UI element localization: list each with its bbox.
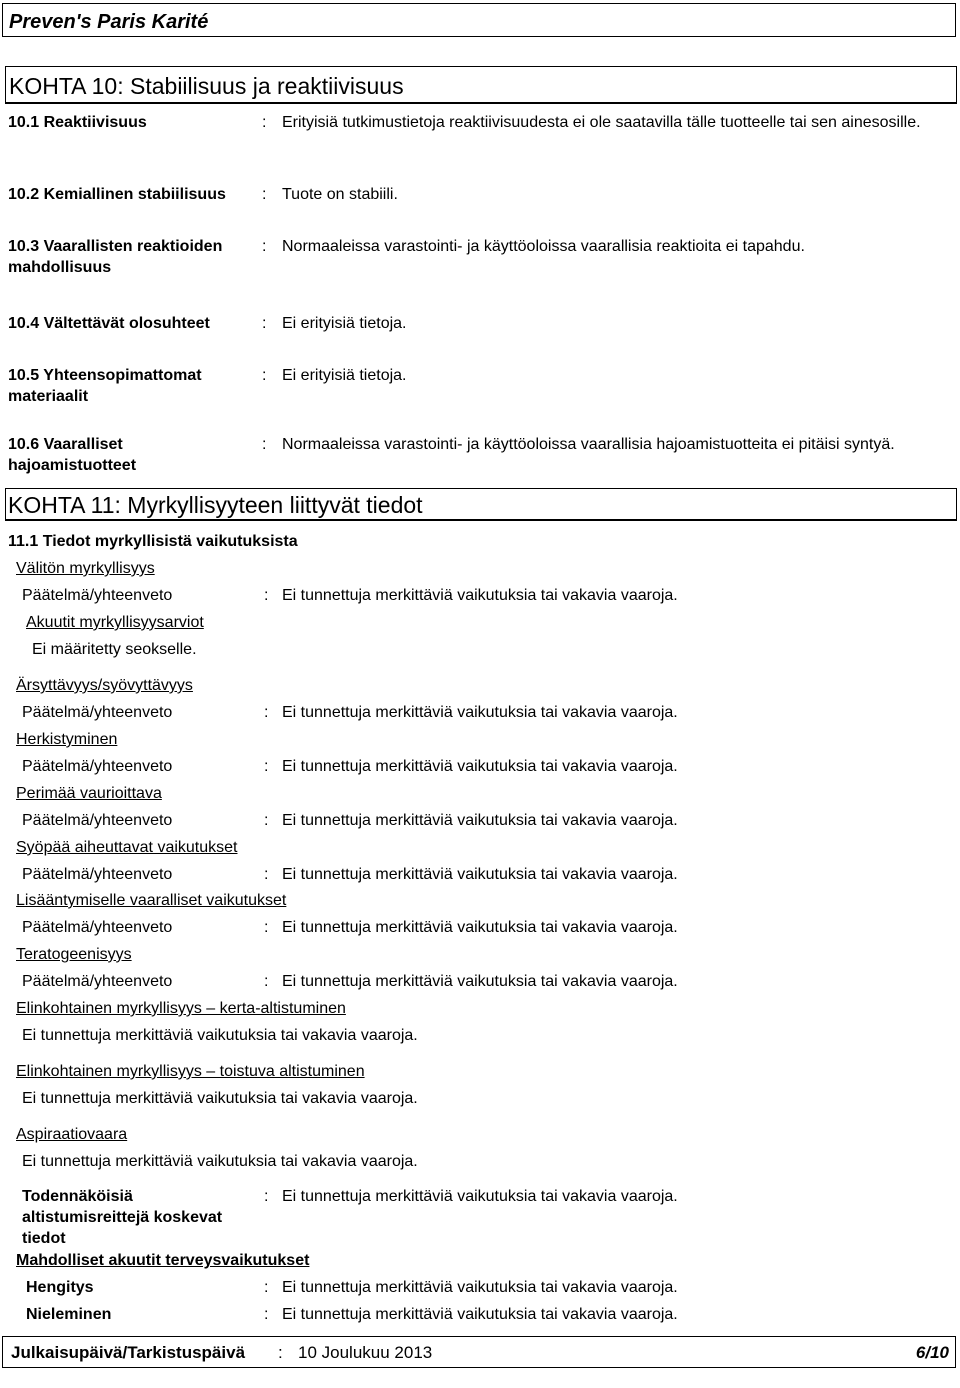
product-title: Preven's Paris Karité: [9, 11, 209, 33]
document-footer: [2, 1336, 956, 1368]
stot-repeated-value: Ei tunnettuja merkittäviä vaikutuksia tai vakavia vaaroja.: [22, 1090, 418, 1107]
colon: :: [264, 587, 269, 604]
colon: :: [264, 919, 269, 936]
row-value-10-1: Erityisiä tutkimustietoja reaktiivisuudesta ei ole saatavilla tälle tuotteelle tai sen ainesosille.: [282, 114, 921, 131]
row-label-10-1: 10.1 Reaktiivisuus: [8, 114, 147, 131]
heading-acute-health: Mahdolliset akuutit terveysvaikutukset: [16, 1252, 310, 1269]
colon: :: [264, 1306, 269, 1323]
colon: :: [262, 114, 267, 131]
colon: :: [264, 704, 269, 721]
row-label-10-6: 10.6 Vaaralliset hajoamistuotteet: [8, 436, 137, 474]
stot-single-value: Ei tunnettuja merkittäviä vaikutuksia tai vakavia vaaroja.: [22, 1027, 418, 1044]
colon: :: [278, 1343, 283, 1362]
conclusion-label: Päätelmä/yhteenveto: [22, 812, 173, 829]
conclusion-value: Ei tunnettuja merkittäviä vaikutuksia tai vakavia vaaroja.: [282, 812, 678, 829]
section-11-title: KOHTA 11: Myrkyllisyyteen liittyvät tiedot: [8, 492, 423, 518]
colon: :: [264, 1188, 269, 1205]
conclusion-label: Päätelmä/yhteenveto: [22, 919, 173, 936]
conclusion-label: Päätelmä/yhteenveto: [22, 587, 173, 604]
row-label-10-4: 10.4 Vältettävät olosuhteet: [8, 315, 210, 332]
colon: :: [264, 758, 269, 775]
ingestion-value: Ei tunnettuja merkittäviä vaikutuksia tai vakavia vaaroja.: [282, 1306, 678, 1323]
conclusion-label: Päätelmä/yhteenveto: [22, 973, 173, 990]
heading-aspiration: Aspiraatiovaara: [16, 1126, 128, 1143]
ingestion-label: Nieleminen: [26, 1306, 112, 1323]
inhalation-label: Hengitys: [26, 1279, 94, 1296]
conclusion-label: Päätelmä/yhteenveto: [22, 758, 173, 775]
conclusion-value: Ei tunnettuja merkittäviä vaikutuksia tai vakavia vaaroja.: [282, 866, 678, 883]
colon: :: [264, 866, 269, 883]
page-number: 6/10: [915, 1343, 949, 1362]
colon: :: [262, 436, 267, 453]
conclusion-value: Ei tunnettuja merkittäviä vaikutuksia tai vakavia vaaroja.: [282, 973, 678, 990]
inhalation-value: Ei tunnettuja merkittäviä vaikutuksia tai vakavia vaaroja.: [282, 1279, 678, 1296]
row-label-10-2: 10.2 Kemiallinen stabiilisuus: [8, 186, 226, 203]
footer-date-label: Julkaisupäivä/Tarkistuspäivä: [11, 1343, 246, 1362]
row-value-10-6: Normaaleissa varastointi- ja käyttöoloissa vaarallisia hajoamistuotteita ei pitäisi syntyä.: [282, 436, 895, 453]
row-label-10-5: 10.5 Yhteensopimattomat materiaalit: [8, 367, 202, 405]
row-value-10-3: Normaaleissa varastointi- ja käyttöoloissa vaarallisia reaktioita ei tapahdu.: [282, 238, 805, 255]
heading-acute-estimates: Akuutit myrkyllisyysarviot: [26, 614, 204, 631]
conclusion-label: Päätelmä/yhteenveto: [22, 704, 173, 721]
section-10-heading: [5, 66, 957, 104]
colon: :: [262, 367, 267, 384]
conclusion-value: Ei tunnettuja merkittäviä vaikutuksia tai vakavia vaaroja.: [282, 587, 678, 604]
heading-acute-toxicity: Välitön myrkyllisyys: [16, 560, 155, 577]
row-value-10-4: Ei erityisiä tietoja.: [282, 315, 407, 332]
conclusion-value: Ei tunnettuja merkittäviä vaikutuksia tai vakavia vaaroja.: [282, 919, 678, 936]
document-header: [2, 3, 956, 37]
heading-stot-single: Elinkohtainen myrkyllisyys – kerta-altistuminen: [16, 1000, 346, 1017]
footer-date-value: 10 Joulukuu 2013: [298, 1343, 433, 1362]
heading-carcinogenicity: Syöpää aiheuttavat vaikutukset: [16, 839, 238, 856]
colon: :: [264, 1279, 269, 1296]
row-value-10-5: Ei erityisiä tietoja.: [282, 367, 407, 384]
not-determined-text: Ei määritetty seokselle.: [32, 641, 197, 658]
section-11-heading: [5, 488, 957, 521]
row-label-10-3: 10.3 Vaarallisten reaktioiden mahdollisuus: [8, 238, 223, 276]
conclusion-value: Ei tunnettuja merkittäviä vaikutuksia tai vakavia vaaroja.: [282, 704, 678, 721]
colon: :: [264, 973, 269, 990]
row-value-10-2: Tuote on stabiili.: [282, 186, 398, 203]
heading-stot-repeated: Elinkohtainen myrkyllisyys – toistuva altistuminen: [16, 1063, 365, 1080]
aspiration-value: Ei tunnettuja merkittäviä vaikutuksia tai vakavia vaaroja.: [22, 1153, 418, 1170]
conclusion-value: Ei tunnettuja merkittäviä vaikutuksia tai vakavia vaaroja.: [282, 758, 678, 775]
heading-reproductive: Lisääntymiselle vaaralliset vaikutukset: [16, 892, 287, 909]
colon: :: [262, 186, 267, 203]
heading-sensitization: Herkistyminen: [16, 731, 118, 748]
section-10-title: KOHTA 10: Stabiilisuus ja reaktiivisuus: [9, 73, 404, 99]
heading-mutagenicity: Perimää vaurioittava: [16, 785, 162, 802]
heading-teratogenicity: Teratogeenisyys: [16, 946, 132, 963]
routes-label: Todennäköisiä altistumisreittejä koskevat tiedot: [22, 1188, 223, 1247]
colon: :: [262, 238, 267, 255]
routes-value: Ei tunnettuja merkittäviä vaikutuksia tai vakavia vaaroja.: [282, 1188, 678, 1205]
colon: :: [262, 315, 267, 332]
conclusion-label: Päätelmä/yhteenveto: [22, 866, 173, 883]
subsection-11-1: 11.1 Tiedot myrkyllisistä vaikutuksista: [8, 533, 298, 550]
colon: :: [264, 812, 269, 829]
heading-irritation: Ärsyttävyys/syövyttävyys: [16, 677, 193, 694]
